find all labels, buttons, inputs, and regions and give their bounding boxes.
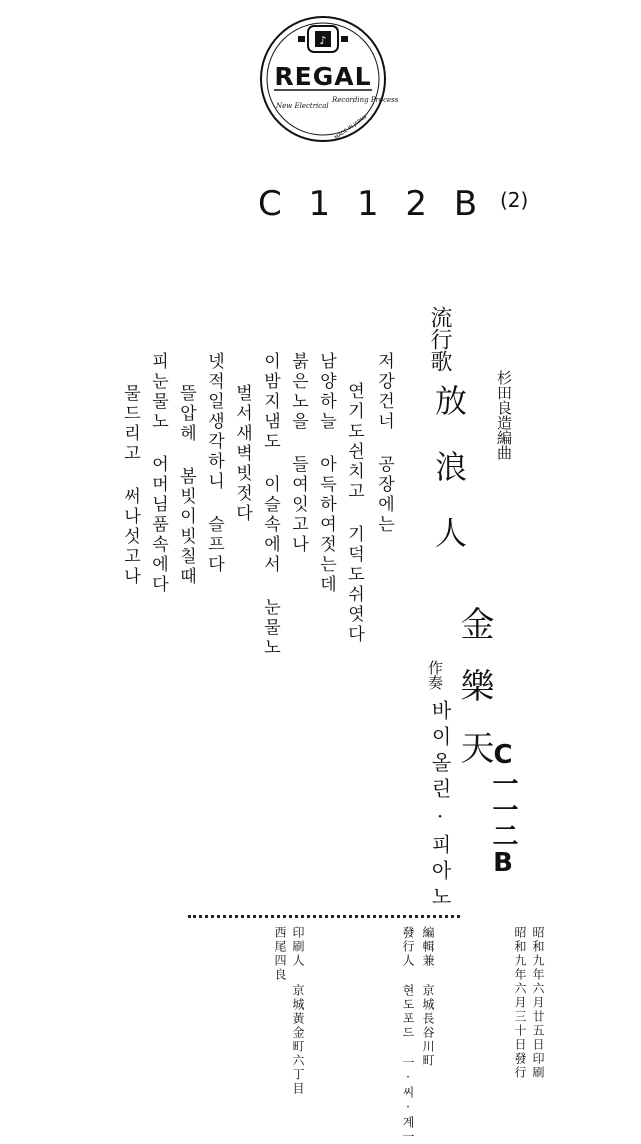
svg-text:♪: ♪ (319, 34, 327, 47)
colophon-publisher: 發行人 현도포드 一·씨·계一 (401, 926, 415, 1144)
lyric-line: 벌서새벽빗젓다 (232, 384, 252, 524)
lyric-line: 저강건너 공장에는 (374, 352, 394, 535)
song-genre: 流行歌 (427, 306, 452, 372)
sheet-number: (2) (500, 188, 529, 212)
logo-right-word: Recording Process (332, 96, 399, 104)
lyric-line: 넷적일생각하니 슬프다 (204, 352, 224, 575)
lyric-line: 연기도쉰치고 기덕도쉬엿다 (344, 382, 364, 645)
song-arranger: 杉田良造編曲 (495, 370, 513, 460)
colophon-print-date: 昭和九年六月廿五日印刷 (531, 926, 545, 1080)
logo-brand: REGAL (274, 62, 372, 91)
lyric-line: 이밤지냄도 이슬속에서 눈물노 (260, 352, 280, 658)
regal-logo (258, 14, 399, 154)
colophon-publish-date: 昭和九年六月三十日發行 (513, 926, 527, 1080)
colophon-editor: 編輯兼 京城長谷川町 (421, 926, 435, 1068)
logo-small-text: MADE IN JAPAN (333, 114, 369, 142)
song-title: 放浪人 (430, 384, 468, 582)
song-performance: 바이올린·피아노 (428, 700, 452, 912)
catalog-vertical: C一一二B (488, 740, 518, 878)
song-composer: 金樂天 (454, 606, 494, 792)
lyric-line: 뜰압헤 봄빗이빗칠때 (176, 384, 196, 587)
lyric-line: 붉은노을 들여잇고나 (288, 352, 308, 555)
colophon-printer-name: 西尾四良 (273, 926, 287, 982)
logo-left-word: New Electrical (276, 102, 329, 110)
lyric-line: 물드리고 써나섯고나 (120, 384, 140, 587)
colophon-printer: 印刷人 京城黃金町六丁目 (291, 926, 305, 1096)
catalog-number: C 1 1 2 B (258, 184, 486, 224)
song-roles: 作奏 (426, 660, 444, 690)
lyric-line: 남양하늘 아득하여젓는데 (316, 352, 336, 595)
lyric-line: 피눈물노 어머님품속에다 (148, 352, 168, 595)
colophon-divider (188, 915, 460, 918)
